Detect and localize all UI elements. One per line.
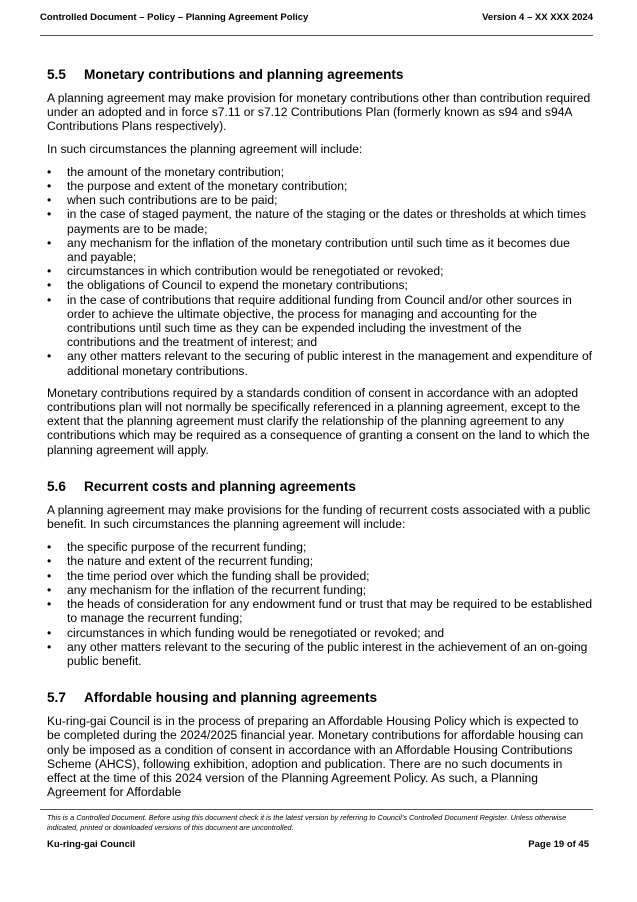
bullet-icon: •	[47, 278, 52, 293]
document-version: Version 4 – XX XXX 2024	[482, 12, 593, 23]
paragraph: A planning agreement may make provision for monetary contributions other than contribution required under an adopted and in force s7.11 or s7.12 Contributions Plan (formerly known as s94 and s94A Contributions Plans respectively).	[47, 91, 591, 134]
bullet-icon: •	[47, 568, 52, 583]
bullet-icon: •	[47, 207, 52, 222]
list-item: • any other matters relevant to the securing of the public interest in the achievement of an on-going public benefit.	[47, 639, 588, 668]
section-number: 5.6	[47, 478, 66, 494]
list-item: • the amount of the monetary contribution;	[47, 164, 285, 179]
bullet-icon: •	[47, 625, 52, 640]
list-item: • circumstances in which funding would be renegotiated or revoked; and	[47, 625, 445, 640]
bullet-icon: •	[47, 597, 52, 612]
controlled-document-note: This is a Controlled Document. Before using this document check it is the latest version by referring to Council’s Controlled Document Register. Unless otherwise indicated, printed or downloaded versions of this document are uncontrolled.	[47, 813, 567, 832]
bullet-icon: •	[47, 264, 52, 279]
section-number: 5.5	[47, 67, 66, 82]
section-title: Affordable housing and planning agreements	[84, 690, 378, 706]
bullet-icon: •	[47, 349, 52, 364]
bullet-icon: •	[47, 292, 52, 307]
bullet-icon: •	[47, 235, 52, 250]
bullet-icon: •	[47, 164, 52, 179]
bullet-list-5-5	[47, 165, 593, 378]
document-title: Controlled Document – Policy – Planning Agreement Policy	[40, 12, 309, 23]
list-item: • the specific purpose of the recurrent funding;	[47, 540, 307, 555]
list-item: • in the case of contributions that require additional funding from Council and/or other sources in order to achieve the ultimate objective, the process for managing and accounting for the contributions until such time as they can be expended including the investment of the contributions and the treatment of interest; and	[47, 292, 572, 350]
list-item: • the nature and extent of the recurrent funding;	[47, 554, 314, 569]
bullet-icon: •	[47, 554, 52, 569]
section-heading-5-7	[47, 689, 593, 707]
page-header	[40, 12, 593, 23]
paragraph: Ku-ring-gai Council is in the process of preparing an Affordable Housing Policy which is expected to be completed during the 2024/2025 financial year. Monetary contributions for affordable housing can only be imposed as a condition of consent in accordance with an Affordable Housing Contributions Scheme (AHCS), following exhibition, adoption and publication. There are no such documents in effect at the time of this 2024 version of the Planning Agreement Policy. As such, a Planning Agreement for Affordable	[47, 714, 584, 800]
page-content	[47, 66, 593, 799]
section-title: Monetary contributions and planning agreements	[84, 67, 404, 82]
list-item: • circumstances in which contribution would be renegotiated or revoked;	[47, 264, 444, 279]
bullet-list-5-6	[47, 540, 593, 668]
list-item: • any mechanism for the inflation of the monetary contribution until such time as it becomes due and payable;	[47, 235, 570, 265]
bullet-icon: •	[47, 540, 52, 555]
list-item: • when such contributions are to be paid;	[47, 193, 278, 208]
council-name: Ku-ring-gai Council	[47, 839, 136, 850]
paragraph: A planning agreement may make provisions for the funding of recurrent costs associated with a public benefit. In such circumstances the planning agreement will include:	[47, 502, 591, 532]
list-item: • any other matters relevant to the securing of public interest in the management and expenditure of additional monetary contributions.	[47, 349, 593, 378]
header-divider	[40, 35, 593, 36]
section-heading-5-6	[47, 478, 593, 496]
page-footer	[47, 839, 589, 850]
bullet-icon: •	[47, 179, 52, 194]
footer-divider	[40, 809, 593, 810]
paragraph: In such circumstances the planning agreement will include:	[47, 141, 363, 156]
list-item: • the time period over which the funding shall be provided;	[47, 568, 370, 583]
list-item: • in the case of staged payment, the nature of the staging or the dates or thresholds at which times payments are to be made;	[47, 207, 586, 236]
section-heading-5-5	[47, 66, 593, 84]
page-number: Page 19 of 45	[528, 839, 589, 850]
list-item: • the heads of consideration for any endowment fund or trust that may be required to be established to manage the recurrent funding;	[47, 597, 593, 626]
list-item: • any mechanism for the inflation of the recurrent funding;	[47, 582, 367, 597]
list-item: • the obligations of Council to expend the monetary contributions;	[47, 278, 408, 293]
bullet-icon: •	[47, 582, 52, 597]
section-number: 5.7	[47, 690, 66, 706]
paragraph: Monetary contributions required by a standards condition of consent in accordance with an adopted contributions plan will not normally be specifically referenced in a planning agreement, except to the extent that the planning agreement must clarify the relationship of the planning agreement to any contributions which may be required as a consequence of granting a consent on the land to which the planning agreement will apply.	[47, 385, 590, 457]
section-title: Recurrent costs and planning agreements	[84, 478, 356, 494]
bullet-icon: •	[47, 193, 52, 208]
list-item: • the purpose and extent of the monetary contribution;	[47, 179, 348, 194]
bullet-icon: •	[47, 639, 52, 654]
